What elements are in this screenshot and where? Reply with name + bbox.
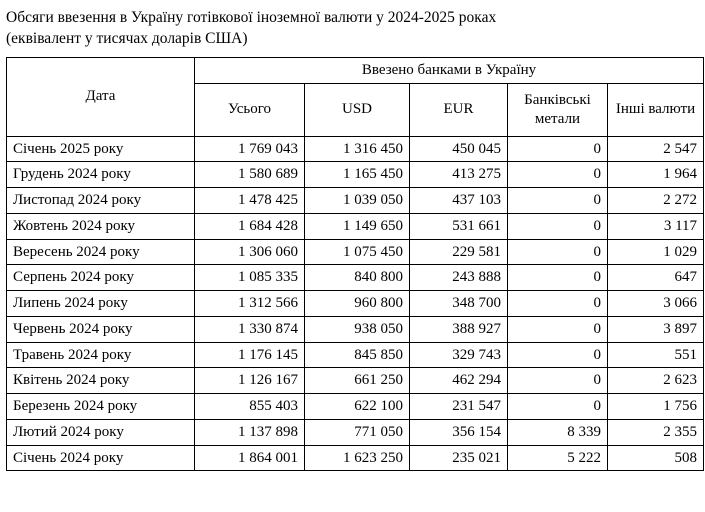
cell-usd: 1 149 650 [305, 213, 410, 239]
cell-eur: 413 275 [410, 162, 508, 188]
cell-other: 1 756 [608, 394, 704, 420]
cell-metals: 0 [508, 162, 608, 188]
table-row [7, 136, 704, 162]
cell-eur: 531 661 [410, 213, 508, 239]
cell-eur: 462 294 [410, 368, 508, 394]
cell-month: Травень 2024 року [7, 342, 195, 368]
column-group-header-imported: Ввезено банками в Україну [195, 57, 704, 83]
cell-metals: 0 [508, 291, 608, 317]
table-row [7, 394, 704, 420]
cell-usd: 1 316 450 [305, 136, 410, 162]
cell-metals: 0 [508, 265, 608, 291]
table-row [7, 368, 704, 394]
cell-total: 1 312 566 [195, 291, 305, 317]
table-row [7, 316, 704, 342]
cell-metals: 8 339 [508, 419, 608, 445]
cell-metals: 0 [508, 316, 608, 342]
column-header-bank-metals: Банківські метали [508, 83, 608, 136]
cell-eur: 243 888 [410, 265, 508, 291]
cell-month: Лютий 2024 року [7, 419, 195, 445]
cell-month: Березень 2024 року [7, 394, 195, 420]
cell-month: Червень 2024 року [7, 316, 195, 342]
cell-usd: 1 039 050 [305, 188, 410, 214]
cell-total: 1 769 043 [195, 136, 305, 162]
cell-other: 1 964 [608, 162, 704, 188]
cell-month: Жовтень 2024 року [7, 213, 195, 239]
cell-month: Квітень 2024 року [7, 368, 195, 394]
cell-total: 1 580 689 [195, 162, 305, 188]
cell-usd: 622 100 [305, 394, 410, 420]
cell-metals: 0 [508, 136, 608, 162]
table-row [7, 265, 704, 291]
cell-other: 3 897 [608, 316, 704, 342]
table-row [7, 445, 704, 471]
table-row [7, 213, 704, 239]
table-header-row-1 [7, 57, 704, 83]
cell-metals: 0 [508, 213, 608, 239]
cell-total: 1 085 335 [195, 265, 305, 291]
table-row [7, 342, 704, 368]
cell-other: 2 272 [608, 188, 704, 214]
cell-month: Вересень 2024 року [7, 239, 195, 265]
cell-metals: 0 [508, 239, 608, 265]
table-row [7, 162, 704, 188]
cell-eur: 356 154 [410, 419, 508, 445]
cell-usd: 1 165 450 [305, 162, 410, 188]
cell-total: 1 330 874 [195, 316, 305, 342]
table-row [7, 239, 704, 265]
currency-import-table [6, 57, 704, 472]
cell-usd: 661 250 [305, 368, 410, 394]
cell-eur: 235 021 [410, 445, 508, 471]
page-title-line-2: (еквівалент у тисячах доларів США) [6, 29, 248, 47]
cell-total: 1 137 898 [195, 419, 305, 445]
column-header-total: Усього [195, 83, 305, 136]
table-row [7, 291, 704, 317]
table-header [7, 57, 704, 136]
cell-total: 855 403 [195, 394, 305, 420]
cell-usd: 1 075 450 [305, 239, 410, 265]
cell-metals: 5 222 [508, 445, 608, 471]
cell-usd: 960 800 [305, 291, 410, 317]
cell-usd: 845 850 [305, 342, 410, 368]
column-header-date: Дата [7, 57, 195, 136]
column-header-other-currencies: Інші валюти [608, 83, 704, 136]
cell-month: Липень 2024 року [7, 291, 195, 317]
cell-usd: 1 623 250 [305, 445, 410, 471]
cell-eur: 231 547 [410, 394, 508, 420]
page-title-line-1: Обсяги ввезення в Україну готівкової іноземної валюти у 2024-2025 роках [6, 9, 497, 26]
cell-other: 508 [608, 445, 704, 471]
cell-other: 3 066 [608, 291, 704, 317]
table-body [7, 136, 704, 471]
cell-eur: 348 700 [410, 291, 508, 317]
cell-total: 1 126 167 [195, 368, 305, 394]
column-header-usd: USD [305, 83, 410, 136]
table-row [7, 419, 704, 445]
cell-usd: 771 050 [305, 419, 410, 445]
cell-usd: 840 800 [305, 265, 410, 291]
cell-month: Січень 2024 року [7, 445, 195, 471]
cell-other: 2 547 [608, 136, 704, 162]
cell-total: 1 306 060 [195, 239, 305, 265]
cell-metals: 0 [508, 368, 608, 394]
cell-eur: 229 581 [410, 239, 508, 265]
cell-month: Серпень 2024 року [7, 265, 195, 291]
cell-total: 1 864 001 [195, 445, 305, 471]
cell-month: Грудень 2024 року [7, 162, 195, 188]
cell-eur: 437 103 [410, 188, 508, 214]
column-header-eur: EUR [410, 83, 508, 136]
cell-other: 647 [608, 265, 704, 291]
cell-other: 1 029 [608, 239, 704, 265]
cell-month: Листопад 2024 року [7, 188, 195, 214]
cell-other: 2 623 [608, 368, 704, 394]
cell-metals: 0 [508, 342, 608, 368]
cell-total: 1 684 428 [195, 213, 305, 239]
cell-usd: 938 050 [305, 316, 410, 342]
cell-other: 551 [608, 342, 704, 368]
table-row [7, 188, 704, 214]
cell-other: 3 117 [608, 213, 704, 239]
cell-eur: 329 743 [410, 342, 508, 368]
cell-metals: 0 [508, 394, 608, 420]
cell-other: 2 355 [608, 419, 704, 445]
cell-total: 1 478 425 [195, 188, 305, 214]
cell-metals: 0 [508, 188, 608, 214]
cell-total: 1 176 145 [195, 342, 305, 368]
cell-eur: 388 927 [410, 316, 508, 342]
page-title [6, 8, 701, 50]
cell-eur: 450 045 [410, 136, 508, 162]
cell-month: Січень 2025 року [7, 136, 195, 162]
